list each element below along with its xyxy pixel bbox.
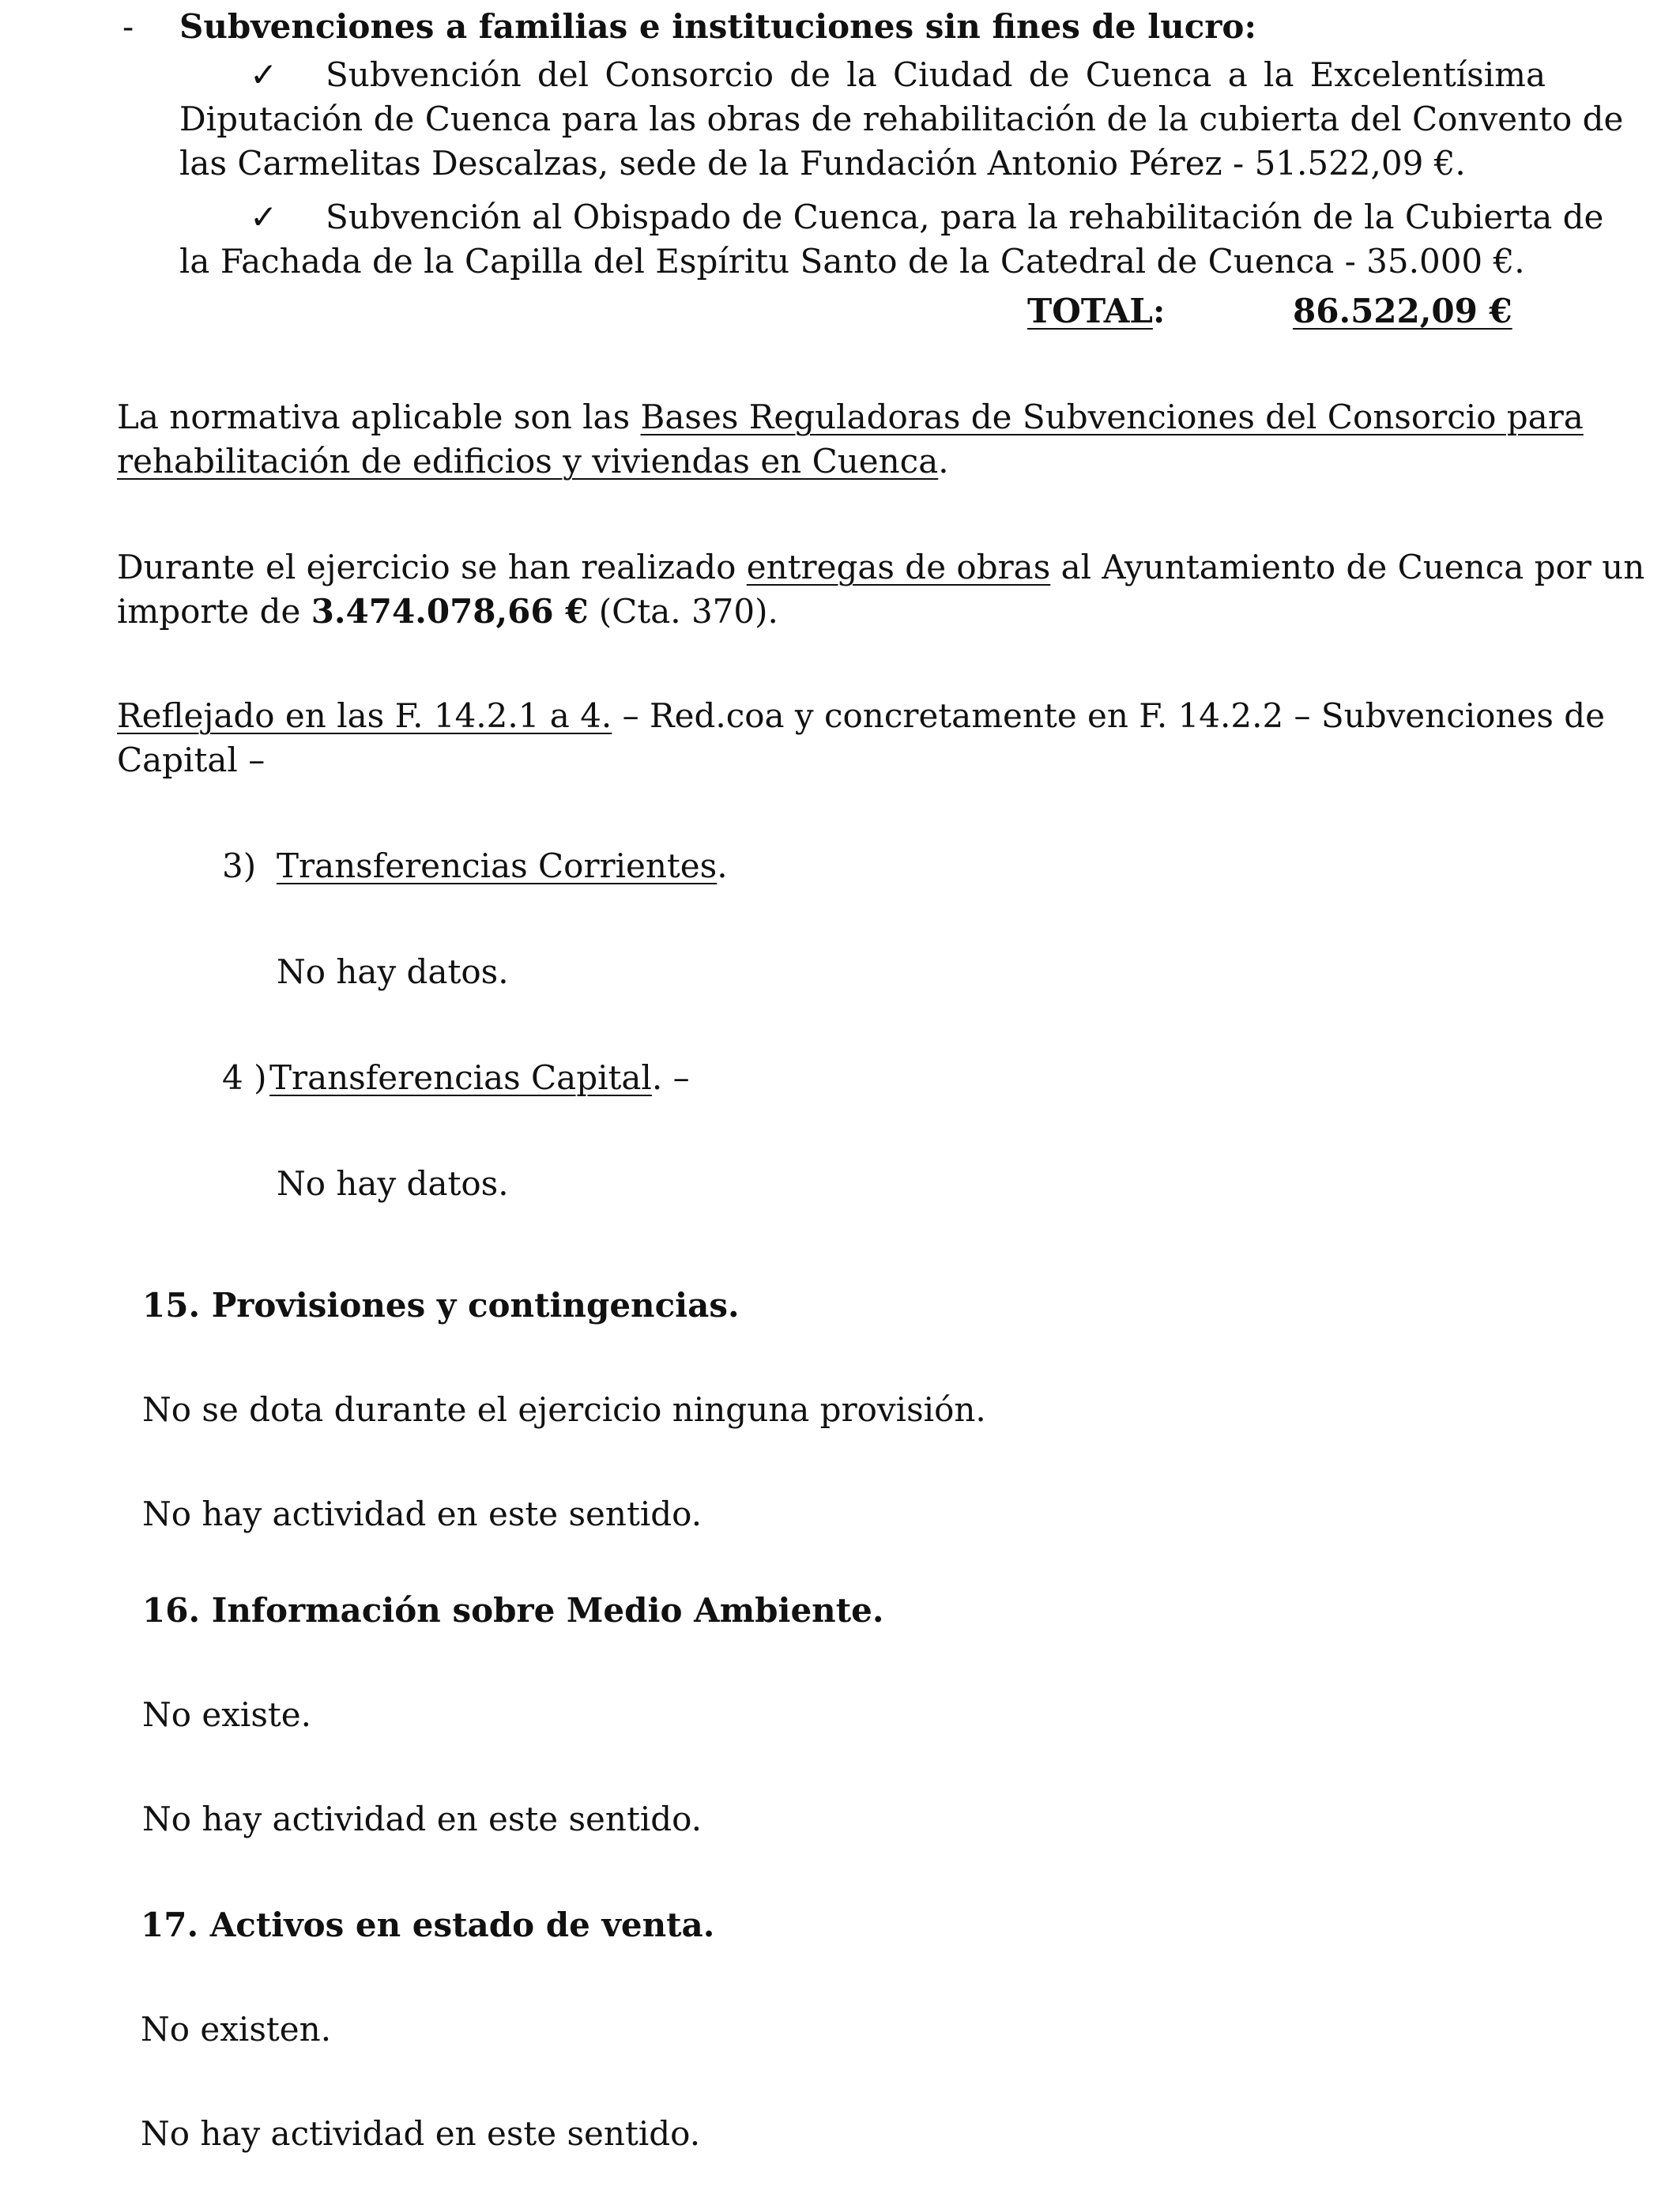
entregas-link[interactable]: entregas de obras xyxy=(746,548,1051,586)
subvenciones-heading: Subvenciones a familias e instituciones sin fines de lucro: xyxy=(179,7,1256,46)
item3-number: 3) xyxy=(222,846,257,885)
item1-line2: Diputación de Cuenca para las obras de rehabilitación de la cubierta del Convento de xyxy=(179,100,1624,138)
item3-label: Transferencias Corrientes xyxy=(277,846,718,885)
total-row xyxy=(1027,289,1165,334)
section17-p2: No hay actividad en este sentido. xyxy=(141,2114,701,2153)
entregas-amount: 3.474.078,66 € xyxy=(311,592,589,631)
item4-number: 4 ) xyxy=(222,1058,267,1097)
normativa-line1 xyxy=(117,395,1584,439)
normativa-link[interactable]: Bases Reguladoras de Subvenciones del Consorcio para xyxy=(640,398,1584,436)
entregas-suffix: al Ayuntamiento de Cuenca por un xyxy=(1060,548,1645,586)
section16-p1: No existe. xyxy=(142,1695,311,1734)
entregas-line2-prefix: importe de xyxy=(117,592,301,631)
entregas-line2-suffix: (Cta. 370). xyxy=(598,592,778,631)
section15-title: 15. Provisiones y contingencias. xyxy=(142,1286,740,1325)
item1-line1: Subvención del Consorcio de la Ciudad de Cuenca a la Excelentísima xyxy=(326,55,1546,94)
entregas-line2 xyxy=(117,590,778,634)
subvenciones-dash: - xyxy=(122,7,134,46)
reflejado-line2: Capital – xyxy=(117,741,266,779)
section16-title: 16. Información sobre Medio Ambiente. xyxy=(142,1591,884,1630)
item2-line1: Subvención al Obispado de Cuenca, para la rehabilitación de la Cubierta de xyxy=(326,198,1604,236)
check-mark-icon: ✓ xyxy=(250,55,278,94)
entregas-line1 xyxy=(117,545,1645,590)
normativa-prefix: La normativa aplicable son las xyxy=(117,398,631,436)
item4-text: No hay datos. xyxy=(277,1164,509,1203)
normativa-suffix: . xyxy=(938,442,949,481)
total-value: 86.522,09 € xyxy=(1293,292,1512,330)
item4-label: Transferencias Capital xyxy=(269,1058,652,1097)
section17-title: 17. Activos en estado de venta. xyxy=(141,1906,715,1944)
item3-text: No hay datos. xyxy=(277,952,509,991)
section15-p1: No se dota durante el ejercicio ninguna provisión. xyxy=(142,1390,986,1429)
item3-heading xyxy=(277,844,728,888)
item3-suffix: . xyxy=(717,846,728,885)
total-label: TOTAL xyxy=(1027,292,1153,330)
section16-p2: No hay actividad en este sentido. xyxy=(142,1800,703,1838)
reflejado-line1 xyxy=(117,694,1606,738)
section17-p1: No existen. xyxy=(141,2010,332,2049)
item4-heading xyxy=(269,1056,690,1100)
item1-line3: las Carmelitas Descalzas, sede de la Fundación Antonio Pérez - 51.522,09 €. xyxy=(179,144,1466,183)
reflejado-link[interactable]: Reflejado en las F. 14.2.1 a 4. xyxy=(117,696,612,735)
reflejado-rest: – Red.coa y concretamente en F. 14.2.2 – Subvenciones de xyxy=(622,696,1606,735)
item4-suffix: . – xyxy=(651,1058,690,1097)
total-colon: : xyxy=(1152,292,1166,330)
normativa-line2 xyxy=(117,439,949,484)
section15-p2: No hay actividad en este sentido. xyxy=(142,1495,703,1533)
item2-line2: la Fachada de la Capilla del Espíritu Santo de la Catedral de Cuenca - 35.000 €. xyxy=(179,242,1525,281)
normativa-link-cont[interactable]: rehabilitación de edificios y viviendas en Cuenca xyxy=(117,442,939,481)
entregas-prefix: Durante el ejercicio se han realizado xyxy=(117,548,736,586)
check-mark-icon: ✓ xyxy=(250,198,278,236)
